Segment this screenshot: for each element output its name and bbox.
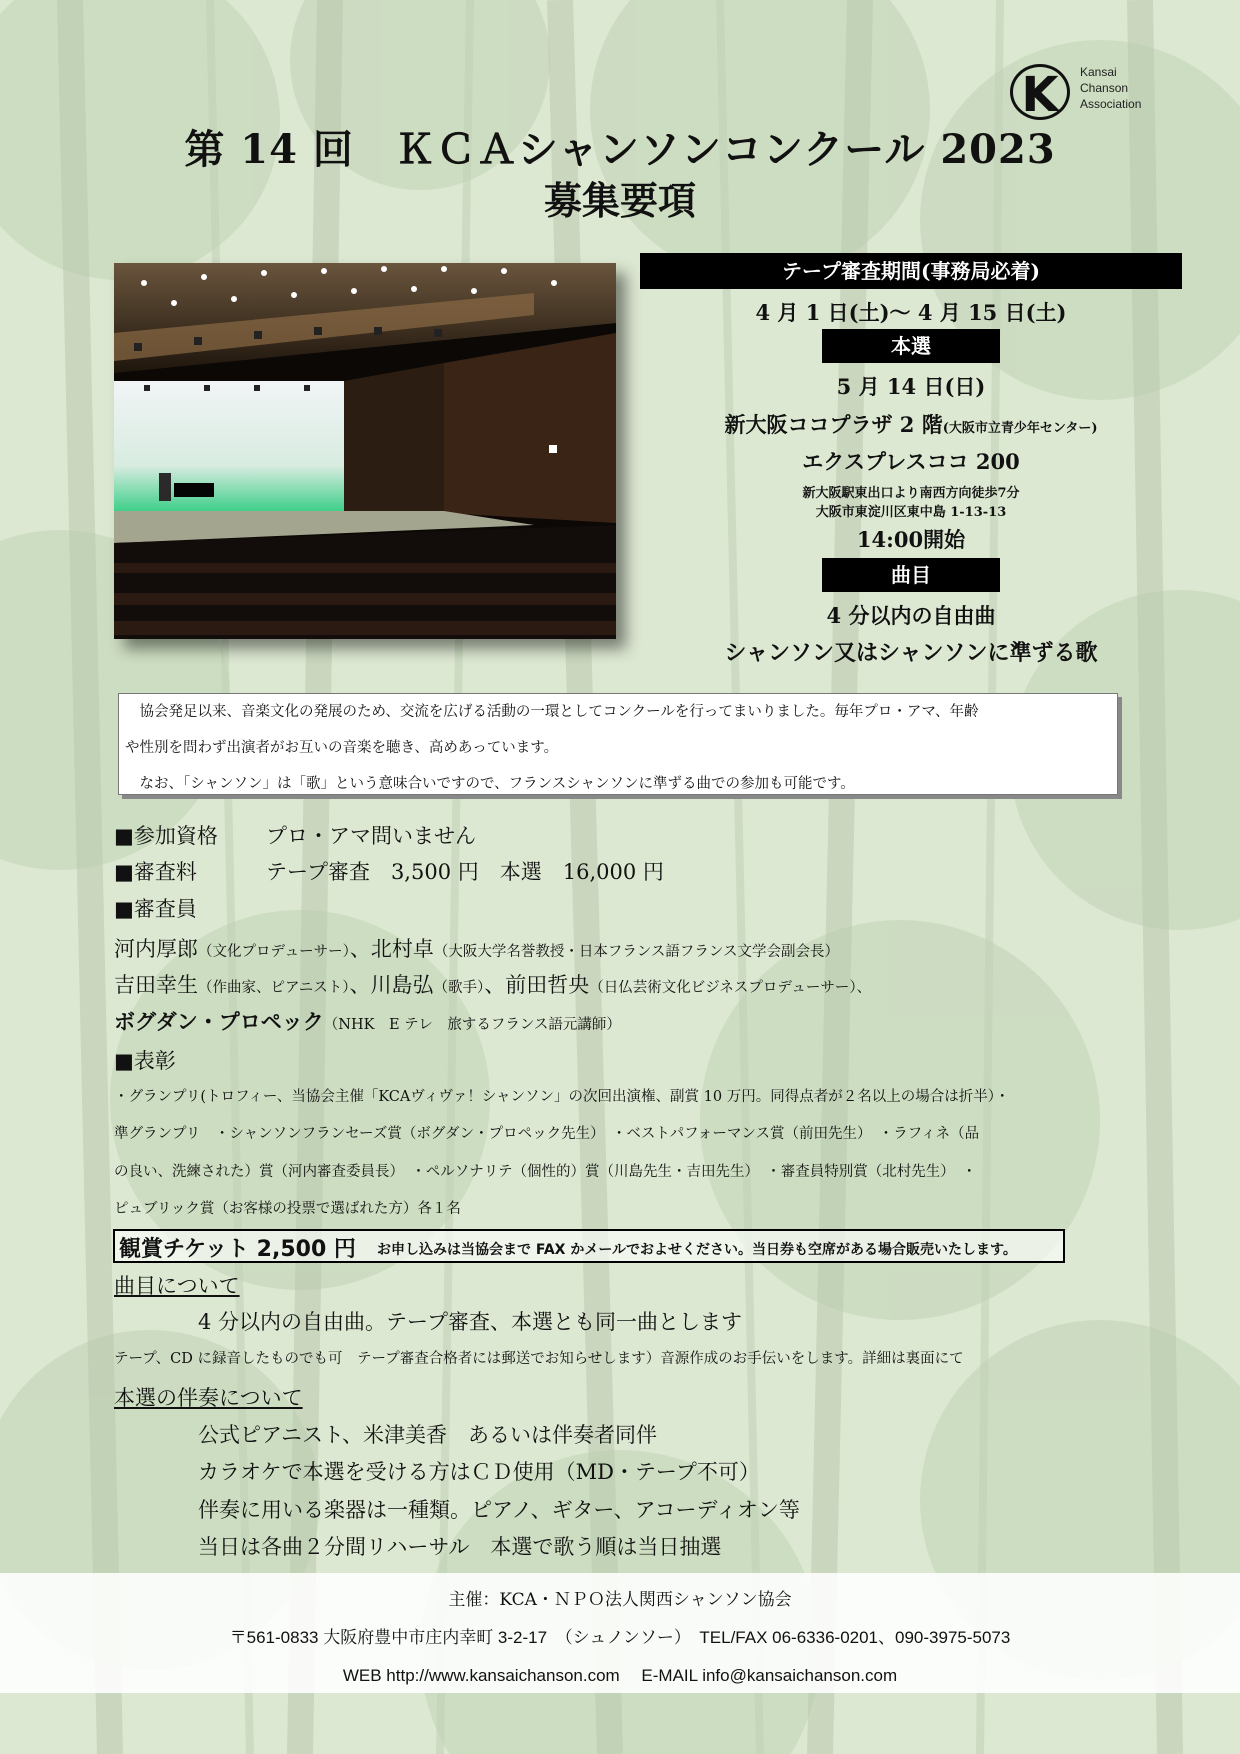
judges-line [114,1006,621,1036]
tape-review-header: テープ審査期間(事務局必着) [640,253,1182,289]
accompaniment-item: カラオケで本選を受ける方はＣＤ使用（MD・テープ不可） [198,1460,760,1484]
fee-label: ■審査料 [114,860,197,884]
organizer: 主催：KCA・ＮＰＯ法人関西シャンソン協会 [448,1590,792,1610]
intro-paragraph: なお、「シャンソン」は「歌」という意味合いですので、フランスシャンソンに準ずる曲での参加も可能です。 [125,776,855,792]
songs-text: 4 分以内の自由曲。テープ審査、本選とも同一曲とします [198,1310,742,1334]
ticket-box [113,1229,1065,1263]
judge-separator: 、 [349,937,371,961]
judge-role: （日仏芸術文化ビジネスプロデューサー）、 [589,980,872,996]
judge-role: （NHK E テレ 旅するフランス語元講師） [323,1017,621,1033]
final-date: 5 月 14 日(日) [836,374,986,399]
judge-role: （歌手） [433,980,485,996]
page-subtitle: 募集要項 [543,178,696,223]
logo-words [1080,64,1141,112]
fee-value: テープ審査 3,500 円 本選 16,000 円 [266,860,664,884]
accompaniment-item: 公式ピアニスト、米津美香 あるいは伴奏者同伴 [198,1423,658,1447]
awards-line: ・グランプリ(トロフィー、当協会主催「KCAヴィヴァ！シャンソン」の次回出演権、副賞 10 万円。同得点者が２名以上の場合は折半）・ [114,1089,1010,1105]
venue-note: (大阪市立青少年センター) [942,421,1098,436]
judges-label: ■審査員 [114,897,197,921]
accompaniment-item: 当日は各曲２分間リハーサル 本選で歌う順は当日抽選 [198,1535,722,1559]
judge-role: （大阪大学名誉教授・日本フランス語フランス文学会副会長） [433,944,839,960]
final-header: 本選 [822,329,1000,363]
judge-name: 河内厚郎 [114,937,198,961]
songs-rule: 4 分以内の自由曲 [826,603,996,628]
venue-name: 新大阪ココプラザ 2 階 [724,412,943,437]
judge-role: （文化プロデューサー） [198,944,350,960]
logo-line: Kansai [1080,65,1117,79]
venue-access: 新大阪駅東出口より南西方向徒歩7分 [802,486,1020,501]
awards-label: ■表彰 [114,1049,176,1073]
hall-name: エクスプレスココ 200 [802,449,1020,474]
songs-genre: シャンソン又はシャンソンに準ずる歌 [724,640,1098,666]
ticket-price: 観賞チケット 2,500 円 [119,1237,356,1262]
judge-role: （作曲家、ピアニスト） [198,980,350,996]
contact-address: 〒561-0833 大阪府豊中市庄内幸町 3-2-17 （シュノンソー） TEL/FAX 06-6336-0201、090-3975-5073 [229,1628,1011,1647]
judge-name: ボグダン・プロペック [114,1009,324,1034]
ticket-note: お申し込みは当協会まで FAX かメールでおよせください。当日券も空席がある場合販売いたします。 [377,1242,1017,1258]
logo-line: Association [1080,97,1142,111]
logo-mark: K [1010,64,1070,120]
judges-line [114,969,871,999]
judge-name: 川島弘 [370,973,434,997]
judge-separator: 、 [349,973,371,997]
accompaniment-heading: 本選の伴奏について [114,1386,303,1410]
judge-name: 前田哲央 [505,973,590,997]
venue [640,409,1182,439]
intro-paragraph: 協会発足以来、音楽文化の発展のため、交流を広げる活動の一環としてコンクールを行ってまいりました。毎年プロ・アマ、年齢 [125,704,979,720]
songs-section-heading: 曲目について [114,1274,240,1298]
awards-line: の良い、洗練された）賞（河内審査委員長） ・ペルソナリテ（個性的）賞（川島先生・吉田先生） ・審査員特別賞（北村先生） ・ [114,1164,977,1180]
accompaniment-item: 伴奏に用いる楽器は一種類。ピアノ、ギター、アコーディオン等 [198,1498,800,1522]
judge-name: 北村卓 [370,937,434,961]
judges-line [114,933,839,963]
awards-line: ピュブリック賞（お客様の投票で選ばれた方）各１名 [114,1201,461,1217]
awards-line: 準グランプリ ・シャンソンフランセーズ賞（ボグダン・プロペック先生） ・ベストパフォーマンス賞（前田先生） ・ラフィネ（品 [114,1126,980,1142]
songs-note: テープ、CD に録音したものでも可 テープ審査合格者には郵送でお知らせします）音源作成のお手伝いをします。詳細は裏面にて [114,1351,964,1367]
songs-header: 曲目 [822,558,1000,592]
contact-web-email: WEB http://www.kansaichanson.com E-MAIL info@kansaichanson.com [342,1666,898,1685]
judge-name: 吉田幸生 [114,973,198,997]
intro-paragraph: や性別を問わず出演者がお互いの音楽を聴き、高めあっています。 [125,740,559,756]
tape-review-dates: 4 月 1 日(土)～ 4 月 15 日(土) [755,300,1067,325]
page-title: 第 14 回 ＫＣＡシャンソンコンクール 2023 [184,126,1056,173]
eligibility-value: プロ・アマ問いません [266,824,476,848]
start-time: 14:00開始 [856,527,966,552]
logo-line: Chanson [1080,81,1129,95]
judge-separator: 、 [484,973,506,997]
intro-box [118,693,1118,795]
concert-hall-photo [114,263,616,639]
eligibility-label: ■参加資格 [114,824,218,848]
venue-address: 大阪市東淀川区東中島 1-13-13 [815,505,1007,520]
footer [0,1573,1240,1693]
